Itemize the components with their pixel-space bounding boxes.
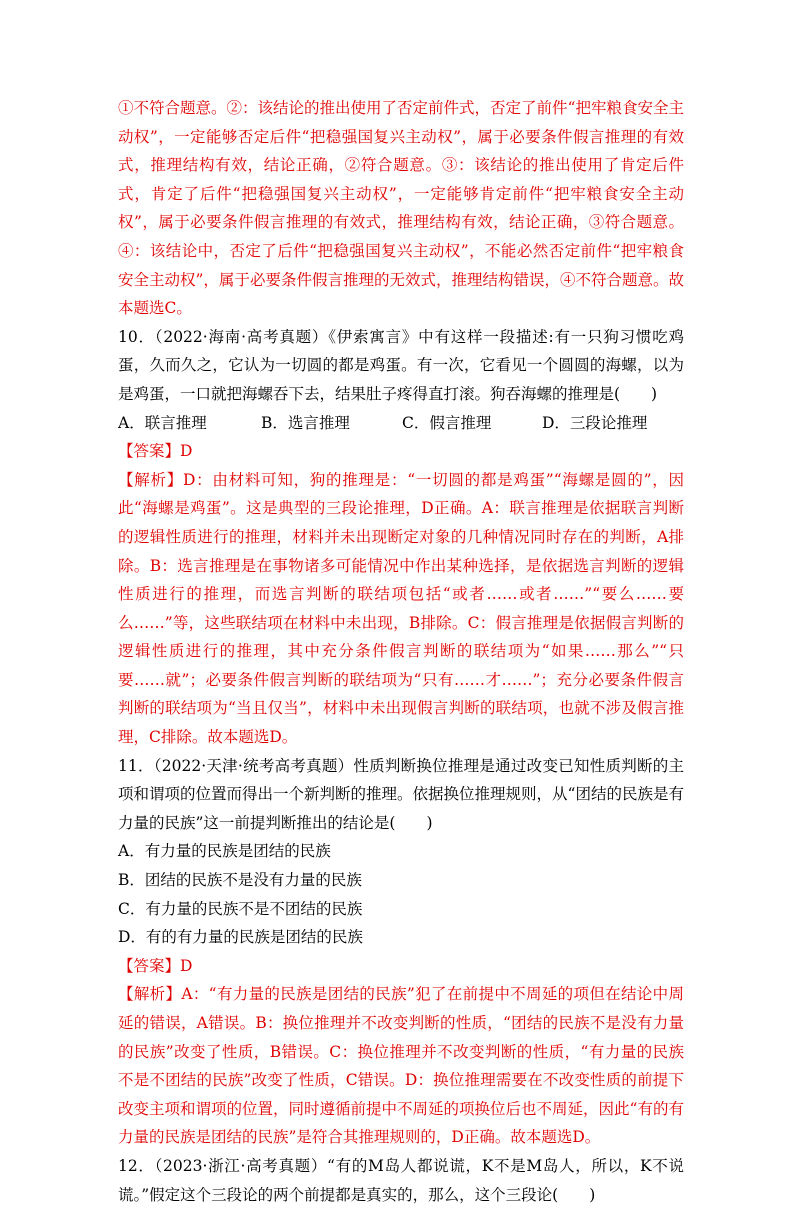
answer-value: D bbox=[180, 956, 193, 975]
document-page bbox=[118, 94, 684, 1209]
q10-option-b: B．选言推理 bbox=[261, 413, 350, 432]
q10-option-c: C．假言推理 bbox=[402, 413, 492, 432]
analysis-text: D：由材料可知，狗的推理是：“一切圆的都是鸡蛋”“海螺是圆的”，因此“海螺是鸡蛋”。这是典型的三段论推理，D正确。A：联言推理是依据联言判断的逻辑性质进行的推理，材料并未出现断定对象的几种情况同时存在的判断，A排除。B：选言推理是在事物诸多可能情况中作出某种选择，是依据选言判断的逻辑性质进行的推理，而选言判断的联结项包括“或者……或者……”“要么……要么……”等，这些联结项在材料中未出现，B排除。C：假言推理是依据假言判断的逻辑性质进行的推理，其中充分条件假言判断的联结项为“如果……那么”“只要……就”；必要条件假言判断的联结项为“只有……才……”；充分必要条件假言判断的联结项为“当且仅当”，材料中未出现假言判断的联结项，也就不涉及假言推理，C排除。故本题选D。 bbox=[118, 470, 684, 747]
q11-option-a: A．有力量的民族是团结的民族 bbox=[118, 842, 331, 861]
question-12-stem: 12．（2023·浙江·高考真题）“有的M岛人都说谎，K不是M岛人，所以，K不说谎。”假定这个三段论的两个前提都是真实的，那么，这个三段论( ) bbox=[118, 1156, 684, 1204]
answer-tag: 【答案】 bbox=[118, 956, 181, 975]
analysis-tag: 【解析】 bbox=[118, 985, 182, 1004]
analysis-tag: 【解析】 bbox=[118, 470, 183, 489]
question-10-options bbox=[118, 409, 684, 438]
q10-analysis bbox=[118, 466, 684, 752]
q10-answer bbox=[118, 437, 684, 466]
q11-option-c: C．有力量的民族不是不团结的民族 bbox=[118, 899, 363, 918]
question-11-stem: 11．（2022·天津·统考高考真题）性质判断换位推理是通过改变已知性质判断的主项和谓项的位置而得出一个新判断的推理。依据换位推理规则，从“团结的民族是有力量的民族”这一前提判断推出的结论是( ) bbox=[118, 756, 684, 832]
q11-option-d: D．有的有力量的民族是团结的民族 bbox=[118, 928, 363, 947]
q10-option-a: A．联言推理 bbox=[118, 413, 207, 432]
q10-option-d: D．三段论推理 bbox=[542, 413, 648, 432]
q11-answer bbox=[118, 952, 684, 981]
intro-analysis: ①不符合题意。②：该结论的推出使用了否定前件式，否定了前件“把牢粮食安全主动权”，一定能够否定后件“把稳强国复兴主动权”，属于必要条件假言推理的有效式，推理结构有效，结论正确，②符合题意。③：该结论的推出使用了肯定后件式，肯定了后件“把稳强国复兴主动权”，一定能够肯定前件“把牢粮食安全主动权”，属于必要条件假言推理的有效式，推理结构有效，结论正确，③符合题意。④：该结论中，否定了后件“把稳强国复兴主动权”，不能必然否定前件“把牢粮食安全主动权”，属于必要条件假言推理的无效式，推理结构错误，④不符合题意。故本题选C。 bbox=[118, 99, 684, 318]
q11-option-b: B．团结的民族不是没有力量的民族 bbox=[118, 871, 362, 890]
analysis-text: A：“有力量的民族是团结的民族”犯了在前提中不周延的项但在结论中周延的错误，A错误。B：换位推理并不改变判断的性质，“团结的民族不是没有力量的民族”改变了性质，B错误。C：换位推理并不改变判断的性质，“有力量的民族不是不团结的民族”改变了性质，C错误。D：换位推理需要在不改变性质的前提下改变主项和谓项的位置，同时遵循前提中不周延的项换位后也不周延，因此“有的有力量的民族是团结的民族”是符合其推理规则的，D正确。故本题选D。 bbox=[118, 985, 684, 1147]
answer-value: D bbox=[180, 442, 193, 461]
question-10-stem: 10．（2022·海南·高考真题）《伊索寓言》中有这样一段描述:有一只狗习惯吃鸡蛋，久而久之，它认为一切圆的都是鸡蛋。有一次，它看见一个圆圆的海螺，以为是鸡蛋，一口就把海螺吞下去，结果肚子疼得直打滚。狗吞海螺的推理是( ) bbox=[118, 327, 684, 403]
answer-tag: 【答案】 bbox=[118, 442, 181, 461]
q11-analysis bbox=[118, 980, 684, 1152]
